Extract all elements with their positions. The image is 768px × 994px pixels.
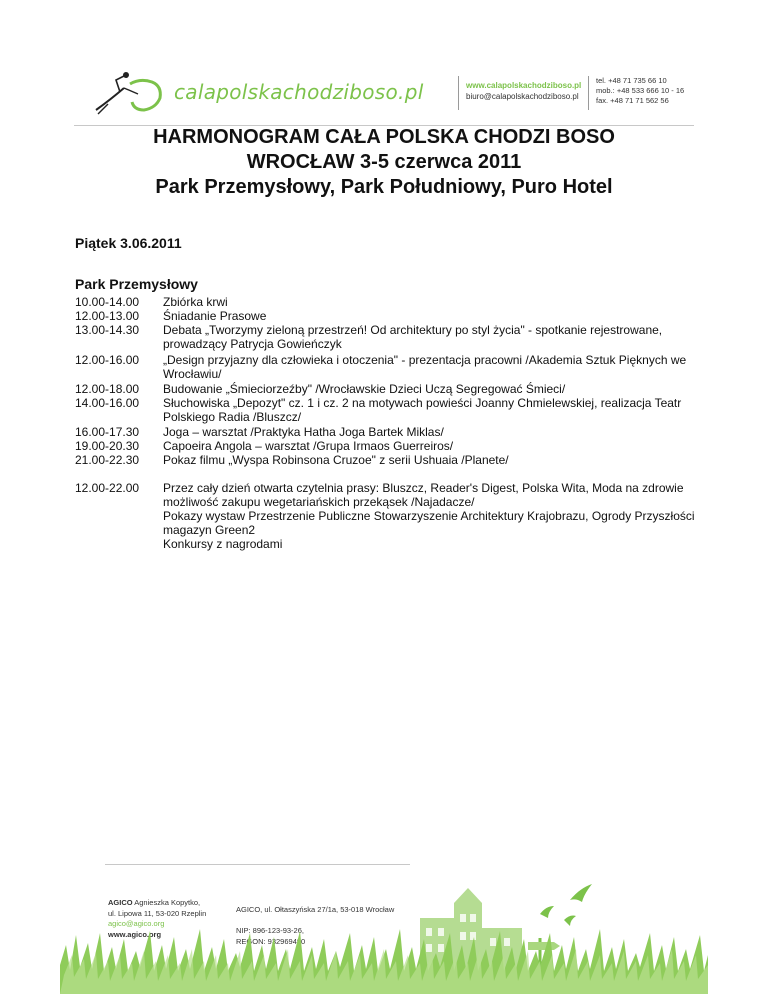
footer-company-bold: AGICO [108,898,133,907]
footer-divider [105,864,410,865]
schedule-desc: Budowanie „Śmieciorzeźby" /Wrocławskie Dzieci Uczą Segregować Śmieci/ [163,382,566,396]
footer-web[interactable]: www.agico.org [108,929,162,939]
schedule-desc: Debata „Tworzymy zieloną przestrzeń! Od architektury po styl życia" - spotkanie rejestrowane, prowadzący Patrycja Gowieńczyk [163,323,663,351]
schedule-desc-line: Konkursy z nagrodami [163,537,283,551]
schedule-time: 12.00-13.00 [75,309,140,323]
header-separator [458,76,459,110]
schedule-time: 19.00-20.30 [75,439,140,453]
footer-company-name [108,898,206,909]
letterhead [0,0,768,125]
title-line-1: HARMONOGRAM CAŁA POLSKA CHODZI BOSO [153,126,615,148]
park-heading: Park Przemysłowy [75,276,198,292]
schedule-time: 13.00-14.30 [75,323,140,337]
footer-office-address: AGICO, ul. Ołtaszyńska 27/1a, 53-018 Wrocław [236,905,395,914]
schedule-desc-line: Przez cały dzień otwarta czytelnia prasy: Bluszcz, Reader's Digest, Polska Wita, Moda na zdrowie [163,481,684,495]
schedule-desc: Zbiórka krwi [163,295,228,309]
footer-email[interactable]: agico@agico.org [108,919,165,928]
footer-address: ul. Lipowa 11, 53-020 Rzeplin [108,908,207,918]
header-email[interactable]: biuro@calapolskachodziboso.pl [466,92,579,101]
header-website[interactable]: www.calapolskachodziboso.pl [466,81,582,90]
schedule-desc-line: Pokazy wystaw Przestrzenie Publiczne Stowarzyszenie Architektury Krajobrazu, Ogrody Przyszłości magazyn Green2 [163,509,695,537]
schedule-time: 12.00-16.00 [75,353,140,367]
schedule-time: 12.00-18.00 [75,382,140,396]
schedule-time: 10.00-14.00 [75,295,140,309]
header-separator [588,76,589,110]
footer-company-rest: Agnieszka Kopytko, [132,898,201,907]
header-mob: mob.: +48 533 666 10 - 16 [596,86,685,95]
header-phones [596,76,684,106]
schedule-time: 14.00-16.00 [75,396,140,410]
schedule-time: 16.00-17.30 [75,425,140,439]
grass-border-icon [60,925,708,994]
schedule-desc: Śniadanie Prasowe [163,309,267,323]
footer-office [236,905,394,916]
barefoot-figure-logo-icon [90,70,170,116]
logo-text: calapolskachodziboso.pl [174,80,424,104]
schedule-time: 12.00-22.00 [75,481,140,495]
footer-nip: NIP: 896-123-93-26, [236,926,304,935]
title-line-2: WROCŁAW 3-5 czerwca 2011 [246,151,522,173]
page-title [0,125,768,200]
schedule-desc: Joga – warsztat /Praktyka Hatha Joga Bartek Miklas/ [163,425,444,439]
schedule-time: 21.00-22.30 [75,453,140,467]
day-heading: Piątek 3.06.2011 [75,235,182,251]
schedule-desc: Capoeira Angola – warsztat /Grupa Irmaos Guerreiros/ [163,439,454,453]
schedule-desc-line: możliwość zakupu wegetariańskich przekąsek /Najadacze/ [163,495,475,509]
header-tel: tel. +48 71 735 66 10 [596,76,667,85]
header-fax: fax. +48 71 71 562 56 [596,96,669,105]
schedule-desc-block [163,481,695,551]
title-line-3: Park Przemysłowy, Park Południowy, Puro Hotel [155,176,613,198]
schedule-desc: „Design przyjazny dla człowieka i otoczenia" - prezentacja pracowni /Akademia Sztuk Pięknych we Wrocławiu/ [163,353,687,381]
schedule-desc: Słuchowiska „Depozyt" cz. 1 i cz. 2 na motywach powieści Joanny Chmielewskiej, realizacja Teatr Polskiego Radia /Bluszcz/ [163,396,682,424]
footer-regon: REGON: 932969490 [236,936,306,946]
schedule-desc: Pokaz filmu „Wyspa Robinsona Cruzoe" z serii Ushuaia /Planete/ [163,453,509,467]
header-contact [466,80,581,102]
